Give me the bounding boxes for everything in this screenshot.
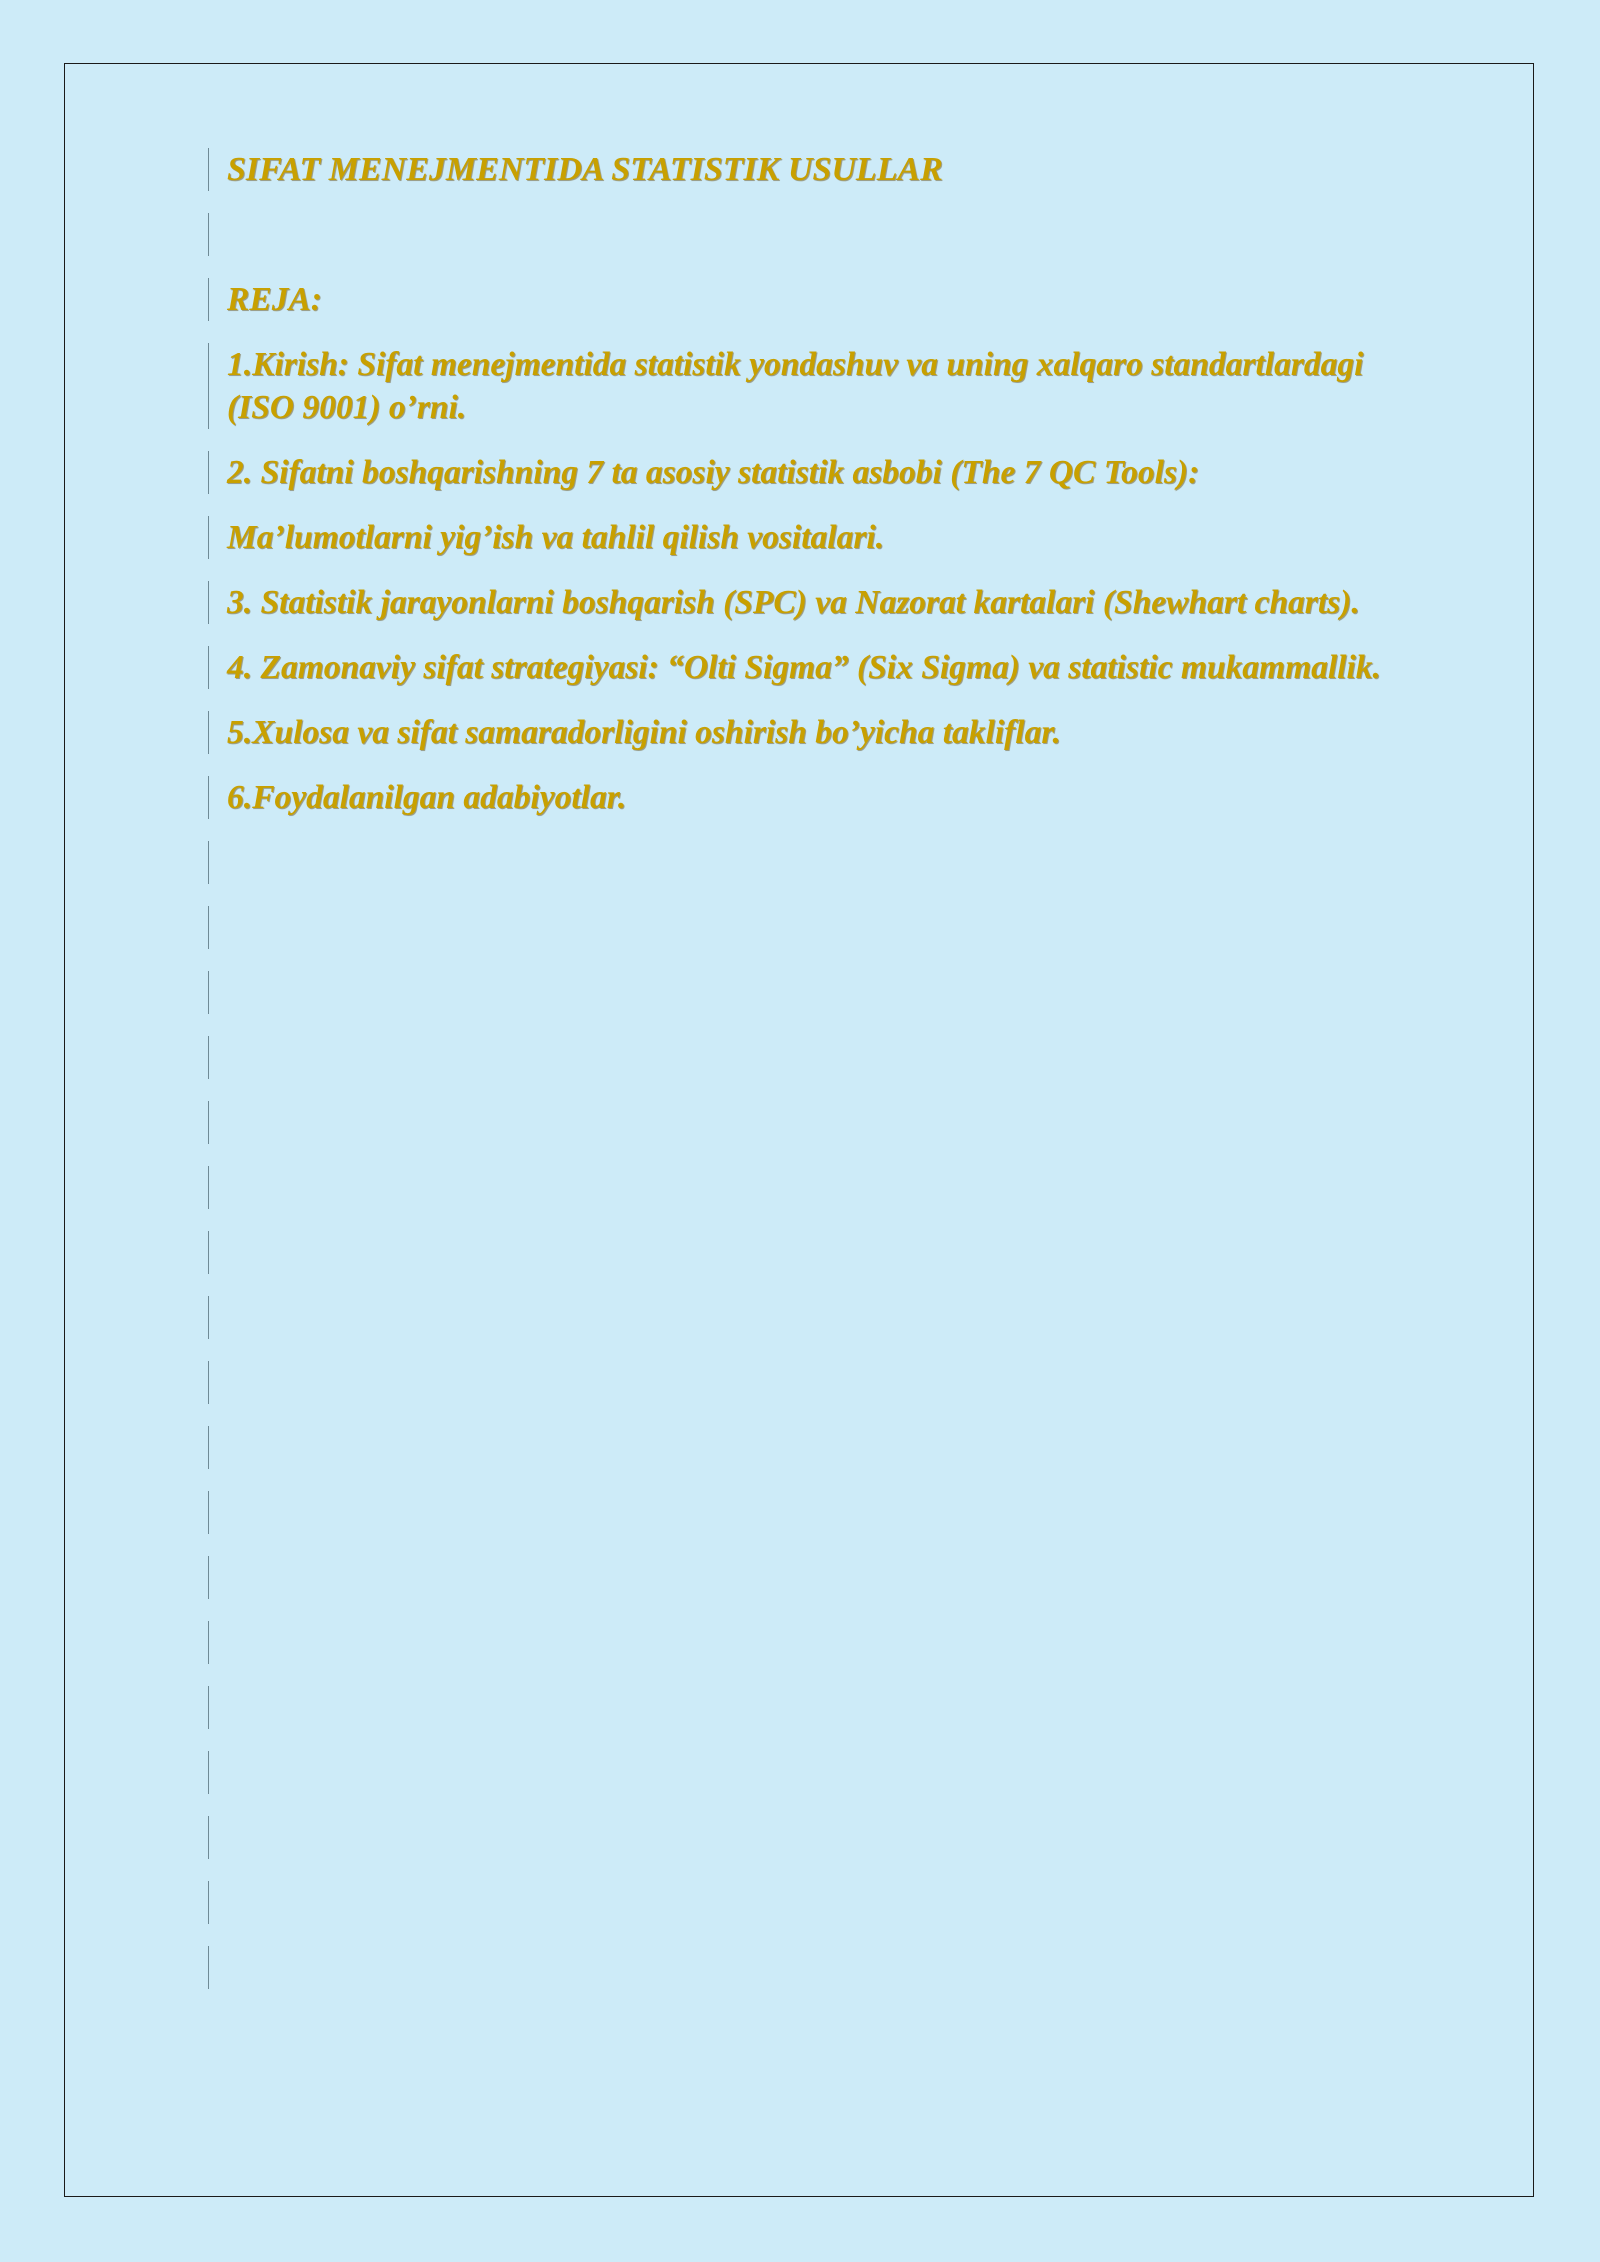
empty-paragraph xyxy=(208,841,1438,884)
empty-paragraph xyxy=(208,1296,1438,1339)
document-body xyxy=(208,148,1438,2011)
empty-paragraph xyxy=(208,1881,1438,1924)
empty-paragraph xyxy=(208,1166,1438,1209)
empty-paragraph xyxy=(208,1556,1438,1599)
empty-paragraph xyxy=(208,1621,1438,1664)
plan-heading: REJA: xyxy=(208,278,1438,321)
plan-item-5: 5.Xulosa va sifat samaradorligini oshirish bo’yicha takliflar. xyxy=(208,711,1438,754)
empty-paragraph xyxy=(208,1946,1438,1989)
empty-paragraph xyxy=(208,1036,1438,1079)
plan-item-1: 1.Kirish: Sifat menejmentida statistik yondashuv va uning xalqaro standartlardagi (ISO 9001) o’rni. xyxy=(208,343,1438,429)
empty-paragraph xyxy=(208,971,1438,1014)
plan-item-2: 2. Sifatni boshqarishning 7 ta asosiy statistik asbobi (The 7 QC Tools): xyxy=(208,451,1438,494)
plan-item-2-sub: Ma’lumotlarni yig’ish va tahlil qilish vositalari. xyxy=(208,516,1438,559)
empty-paragraph xyxy=(208,1361,1438,1404)
empty-paragraph xyxy=(208,1426,1438,1469)
empty-paragraph xyxy=(208,1491,1438,1534)
plan-item-3: 3. Statistik jarayonlarni boshqarish (SPC) va Nazorat kartalari (Shewhart charts). xyxy=(208,581,1438,624)
plan-item-6: 6.Foydalanilgan adabiyotlar. xyxy=(208,776,1438,819)
empty-paragraph xyxy=(208,1751,1438,1794)
empty-paragraph xyxy=(208,906,1438,949)
empty-paragraph xyxy=(208,213,1438,256)
empty-paragraph xyxy=(208,1101,1438,1144)
empty-paragraph xyxy=(208,1686,1438,1729)
empty-paragraph xyxy=(208,1816,1438,1859)
document-title: SIFAT MENEJMENTIDA STATISTIK USULLAR xyxy=(208,148,1438,191)
empty-paragraph xyxy=(208,1231,1438,1274)
plan-item-4: 4. Zamonaviy sifat strategiyasi: “Olti Sigma” (Six Sigma) va statistic mukammallik. xyxy=(208,646,1438,689)
